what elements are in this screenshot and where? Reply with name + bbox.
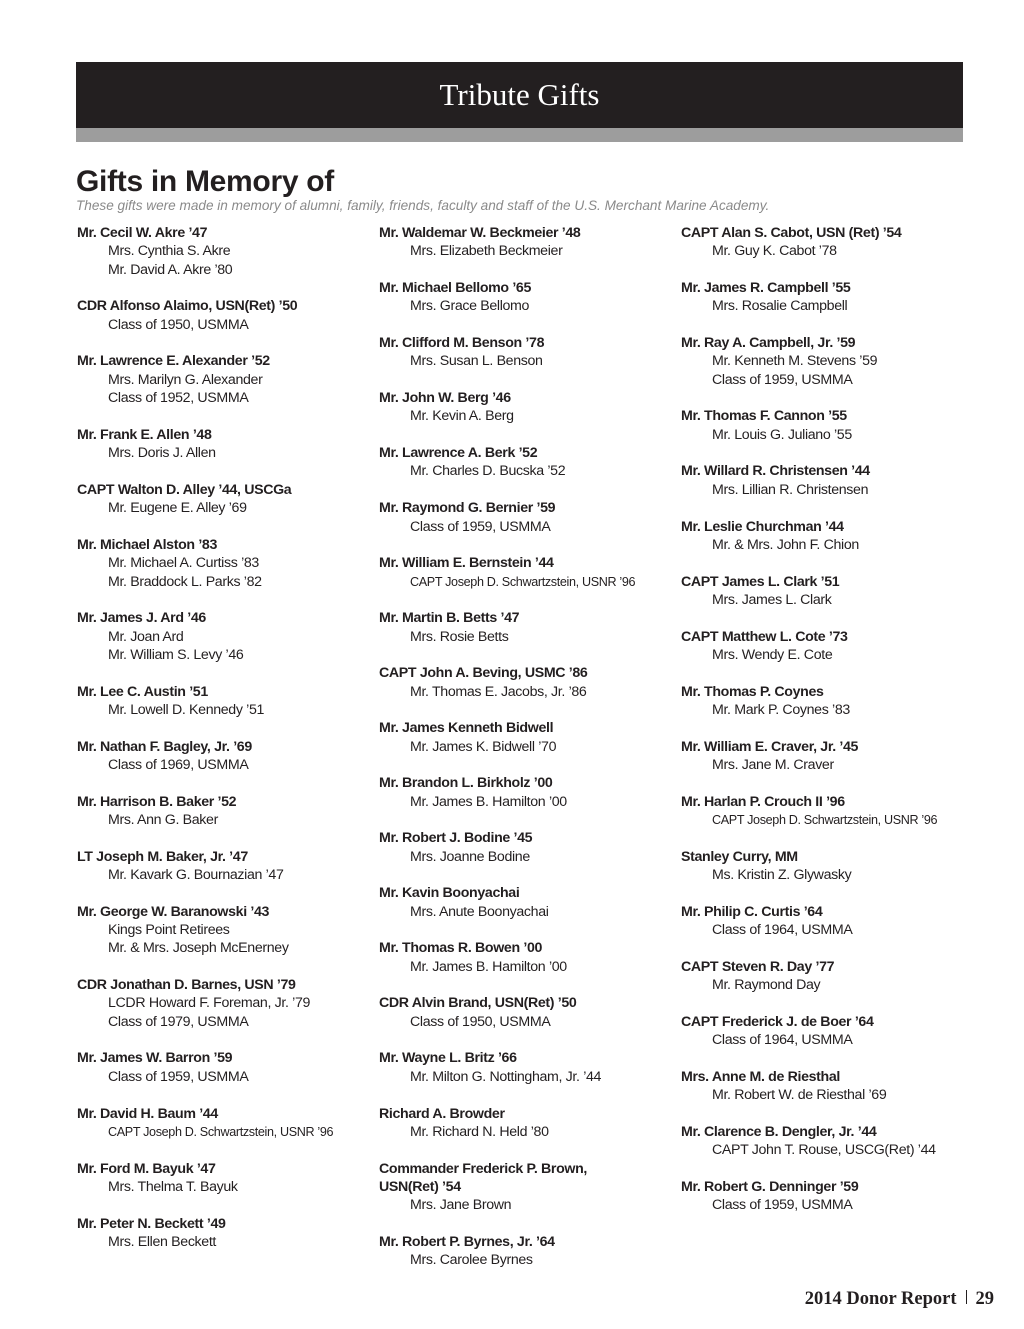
honoree-name: Mr. Lawrence A. Berk ’52: [379, 445, 538, 462]
honoree-name: CDR Alfonso Alaimo, USN(Ret) ’50: [77, 298, 298, 315]
donor-name: Class of 1959, USMMA: [712, 1197, 853, 1214]
donor-name: Mr. James K. Bidwell ’70: [410, 738, 557, 755]
honoree-name: Mr. James Kenneth Bidwell: [379, 720, 554, 737]
donor-name: Kings Point Retirees: [108, 922, 230, 939]
donor-name: Mr. Charles D. Bucska ’52: [410, 463, 566, 480]
tribute-entry: [77, 976, 373, 1031]
honoree-name: CAPT James L. Clark ’51: [681, 573, 840, 590]
honoree-name: Mr. Cecil W. Akre ’47: [77, 225, 208, 241]
donor-name: Mr. James B. Hamilton ’00: [410, 793, 567, 810]
donor-name: Mr. Kavark G. Bournazian ’47: [108, 867, 284, 884]
donor-name: Mrs. Susan L. Benson: [410, 353, 543, 370]
honoree-name: Mr. Robert P. Byrnes, Jr. ’64: [379, 1233, 555, 1250]
tribute-entry: [77, 426, 373, 463]
tribute-entry: [379, 444, 675, 481]
tribute-entry: [379, 1105, 675, 1142]
tribute-entry: [681, 1123, 961, 1160]
honoree-name: LT Joseph M. Baker, Jr. ’47: [77, 848, 248, 865]
tribute-entry: [77, 1049, 373, 1086]
honoree-name: Mr. William E. Bernstein ’44: [379, 555, 554, 572]
tribute-entry: [379, 609, 675, 646]
honoree-name: Mr. Brandon L. Birkholz ’00: [379, 775, 553, 792]
tribute-entry: [681, 958, 961, 995]
donor-name: Class of 1950, USMMA: [410, 1013, 551, 1030]
tribute-entry: [681, 1178, 961, 1215]
donor-name: Mrs. Joanne Bodine: [410, 848, 530, 865]
tribute-entry: [77, 609, 373, 664]
honoree-name: Mr. Harrison B. Baker ’52: [77, 793, 237, 810]
donor-name: Mrs. Thelma T. Bayuk: [108, 1178, 238, 1195]
donor-name: Mr. Michael A. Curtiss ’83: [108, 555, 259, 572]
tribute-entry: [681, 462, 961, 499]
donor-name: Mr. & Mrs. John F. Chion: [712, 536, 859, 553]
tribute-entry: [379, 939, 675, 976]
honoree-name: Mr. Robert G. Denninger ’59: [681, 1178, 859, 1195]
donor-name: Mr. Braddock L. Parks ’82: [108, 573, 262, 590]
honoree-name: CDR Jonathan D. Barnes, USN ’79: [77, 977, 296, 994]
donor-name: Mr. Kenneth M. Stevens ’59: [712, 353, 878, 370]
donor-name: Mr. Guy K. Cabot ’78: [712, 243, 837, 260]
donor-name: Mr. William S. Levy ’46: [108, 646, 244, 663]
honoree-name: Mr. Michael Bellomo ’65: [379, 280, 532, 297]
tribute-entry: [681, 793, 961, 830]
donor-name: Class of 1964, USMMA: [712, 922, 853, 939]
donor-name: CAPT John T. Rouse, USCG(Ret) ’44: [712, 1142, 936, 1159]
donor-name: Mrs. Jane M. Craver: [712, 756, 834, 773]
tribute-column-3: [681, 224, 961, 1233]
tribute-entry: [77, 793, 373, 830]
honoree-name: Mr. Philip C. Curtis ’64: [681, 903, 823, 920]
honoree-name: Mr. Thomas R. Bowen ’00: [379, 940, 543, 957]
tribute-entry: [681, 279, 961, 316]
honoree-name: Mr. James J. Ard ’46: [77, 610, 206, 627]
donor-name: Class of 1959, USMMA: [108, 1068, 249, 1085]
tribute-entry: [681, 848, 961, 885]
donor-name: Mrs. Grace Bellomo: [410, 298, 530, 315]
honoree-name: Mr. John W. Berg ’46: [379, 390, 511, 407]
donor-name: Mrs. Carolee Byrnes: [410, 1252, 533, 1269]
tribute-entry: [77, 1160, 373, 1197]
honoree-name: Commander Frederick P. Brown,: [379, 1160, 587, 1177]
tribute-entry: [379, 334, 675, 371]
report-name: 2014 Donor Report: [804, 1289, 957, 1309]
tribute-entry: [77, 297, 373, 334]
donor-name: Mr. Joan Ard: [108, 628, 184, 645]
donor-name: Class of 1959, USMMA: [712, 371, 853, 388]
honoree-name: Stanley Curry, MM: [681, 848, 798, 865]
donor-name: Mr. Thomas E. Jacobs, Jr. ’86: [410, 683, 587, 700]
honoree-name: Mr. David H. Baum ’44: [77, 1105, 218, 1122]
footer-divider: [966, 1290, 967, 1304]
donor-name: Mr. Mark P. Coynes ’83: [712, 701, 850, 718]
donor-name: Mr. Milton G. Nottingham, Jr. ’44: [410, 1068, 602, 1085]
donor-name: Class of 1959, USMMA: [410, 518, 551, 535]
honoree-name: Mr. Lee C. Austin ’51: [77, 683, 208, 700]
donor-name: Ms. Kristin Z. Glywasky: [712, 867, 852, 884]
donor-name: Mr. David A. Akre ’80: [108, 261, 233, 278]
tribute-entry: [77, 224, 373, 279]
donor-name: Mrs. Wendy E. Cote: [712, 646, 833, 663]
donor-name: Mrs. Rosalie Campbell: [712, 298, 848, 315]
donor-name: Mrs. Anute Boonyachai: [410, 903, 549, 920]
tribute-entry: [681, 628, 961, 665]
honoree-name: Mr. Raymond G. Bernier ’59: [379, 500, 556, 517]
tribute-entry: [77, 683, 373, 720]
tribute-entry: [681, 407, 961, 444]
tribute-entry: [379, 774, 675, 811]
donor-name: Mrs. Elizabeth Beckmeier: [410, 243, 563, 260]
page-number: 29: [975, 1289, 994, 1309]
donor-name: Mr. & Mrs. Joseph McEnerney: [108, 940, 289, 957]
donor-name: Class of 1952, USMMA: [108, 390, 249, 407]
honoree-name: Mrs. Anne M. de Riesthal: [681, 1068, 840, 1085]
tribute-entry: [379, 224, 675, 261]
donor-name: CAPT Joseph D. Schwartzstein, USNR ’96: [712, 813, 938, 827]
honoree-name: CAPT John A. Beving, USMC ’86: [379, 665, 588, 682]
donor-name: Mrs. James L. Clark: [712, 591, 832, 608]
honoree-name: CAPT Matthew L. Cote ’73: [681, 628, 848, 645]
tribute-entry: [681, 1068, 961, 1105]
donor-name: Mrs. Rosie Betts: [410, 628, 509, 645]
donor-name: Class of 1969, USMMA: [108, 756, 249, 773]
tribute-entry: [379, 1233, 675, 1270]
tribute-entry: [681, 738, 961, 775]
honoree-name: Mr. Martin B. Betts ’47: [379, 610, 520, 627]
tribute-entry: [379, 279, 675, 316]
tribute-entry: [77, 848, 373, 885]
donor-name: Mr. Richard N. Held ’80: [410, 1123, 549, 1140]
tribute-entry: [681, 683, 961, 720]
tribute-column-2: [379, 224, 675, 1288]
donor-name: Mr. Louis G. Juliano ’55: [712, 426, 852, 443]
tribute-entry: [77, 903, 373, 958]
tribute-entry: [77, 352, 373, 407]
donor-name: CAPT Joseph D. Schwartzstein, USNR ’96: [108, 1124, 334, 1139]
donor-name: Mrs. Ann G. Baker: [108, 812, 218, 828]
tribute-entry: [681, 573, 961, 610]
tribute-entry: [379, 1160, 675, 1215]
tribute-entry: [681, 1013, 961, 1050]
tribute-entry: [379, 884, 675, 921]
section-title: Gifts in Memory of: [76, 165, 334, 198]
tribute-entry: [681, 224, 961, 261]
donor-name: Mrs. Cynthia S. Akre: [108, 243, 231, 260]
tribute-entry: [77, 738, 373, 775]
donor-name: Mrs. Doris J. Allen: [108, 445, 216, 462]
honoree-name: Mr. Nathan F. Bagley, Jr. ’69: [77, 738, 252, 755]
honoree-name: CDR Alvin Brand, USN(Ret) ’50: [379, 995, 577, 1012]
honoree-name: Mr. James W. Barron ’59: [77, 1050, 233, 1067]
honoree-name: USN(Ret) ’54: [379, 1178, 461, 1195]
donor-name: Mr. James B. Hamilton ’00: [410, 958, 567, 975]
tribute-entry: [77, 536, 373, 591]
tribute-entry: [379, 829, 675, 866]
honoree-name: Mr. James R. Campbell ’55: [681, 280, 851, 297]
tribute-column-1: [77, 224, 373, 1270]
donor-name: Class of 1964, USMMA: [712, 1032, 853, 1049]
page-footer: [805, 1288, 994, 1310]
honoree-name: Mr. Frank E. Allen ’48: [77, 426, 212, 443]
honoree-name: CAPT Walton D. Alley ’44, USCGa: [77, 481, 292, 498]
honoree-name: Mr. Wayne L. Britz ’66: [379, 1050, 517, 1067]
honoree-name: Mr. Leslie Churchman ’44: [681, 518, 844, 535]
honoree-name: CAPT Steven R. Day ’77: [681, 958, 835, 975]
honoree-name: Mr. Kavin Boonyachai: [379, 885, 520, 902]
honoree-name: Mr. Robert J. Bodine ’45: [379, 830, 533, 847]
honoree-name: Mr. Clarence B. Dengler, Jr. ’44: [681, 1123, 877, 1140]
tribute-entry: [681, 334, 961, 389]
tribute-entry: [77, 1215, 373, 1252]
donor-name: Mr. Raymond Day: [712, 977, 821, 994]
honoree-name: Mr. Waldemar W. Beckmeier ’48: [379, 225, 581, 241]
donor-name: Mr. Eugene E. Alley ’69: [108, 500, 247, 517]
honoree-name: Mr. Willard R. Christensen ’44: [681, 463, 870, 480]
tribute-entry: [379, 1049, 675, 1086]
tribute-entry: [379, 994, 675, 1031]
donor-name: Mrs. Lillian R. Christensen: [712, 481, 869, 498]
tribute-entry: [77, 1105, 373, 1142]
tribute-entry: [379, 664, 675, 701]
honoree-name: Mr. Harlan P. Crouch II ’96: [681, 793, 845, 810]
donor-name: Class of 1979, USMMA: [108, 1013, 249, 1030]
tribute-entry: [379, 499, 675, 536]
donor-name: Mrs. Jane Brown: [410, 1197, 512, 1214]
page-banner: Tribute Gifts: [76, 62, 963, 128]
honoree-name: Mr. George W. Baranowski ’43: [77, 903, 270, 920]
tribute-entry: [379, 389, 675, 426]
honoree-name: Mr. Peter N. Beckett ’49: [77, 1215, 226, 1232]
donor-name: Mr. Lowell D. Kennedy ’51: [108, 701, 265, 718]
tribute-entry: [379, 719, 675, 756]
honoree-name: Mr. Michael Alston ’83: [77, 536, 217, 553]
donor-name: Mrs. Ellen Beckett: [108, 1233, 217, 1250]
honoree-name: Mr. Clifford M. Benson ’78: [379, 335, 545, 352]
tribute-entry: [681, 903, 961, 940]
donor-name: Mr. Robert W. de Riesthal ’69: [712, 1087, 887, 1104]
honoree-name: Mr. Thomas P. Coynes: [681, 683, 824, 700]
donor-name: CAPT Joseph D. Schwartzstein, USNR ’96: [410, 574, 636, 589]
tribute-entry: [77, 481, 373, 518]
tribute-entry: [681, 518, 961, 555]
donor-name: Mrs. Marilyn G. Alexander: [108, 371, 263, 388]
tribute-entry: [379, 554, 675, 591]
donor-name: Mr. Kevin A. Berg: [410, 408, 514, 425]
donor-name: LCDR Howard F. Foreman, Jr. ’79: [108, 995, 311, 1012]
honoree-name: Mr. Lawrence E. Alexander ’52: [77, 353, 270, 370]
donor-name: Class of 1950, USMMA: [108, 316, 249, 333]
honoree-name: CAPT Alan S. Cabot, USN (Ret) ’54: [681, 225, 902, 241]
honoree-name: Richard A. Browder: [379, 1105, 505, 1122]
banner-stripe: [76, 128, 963, 142]
honoree-name: Mr. Ford M. Bayuk ’47: [77, 1160, 216, 1177]
honoree-name: CAPT Frederick J. de Boer ’64: [681, 1013, 874, 1030]
honoree-name: Mr. Thomas F. Cannon ’55: [681, 408, 847, 425]
honoree-name: Mr. Ray A. Campbell, Jr. ’59: [681, 335, 856, 352]
honoree-name: Mr. William E. Craver, Jr. ’45: [681, 738, 859, 755]
section-subtitle: These gifts were made in memory of alumni, family, friends, faculty and staff of the U.S. Merchant Marine Academy.: [76, 198, 770, 213]
